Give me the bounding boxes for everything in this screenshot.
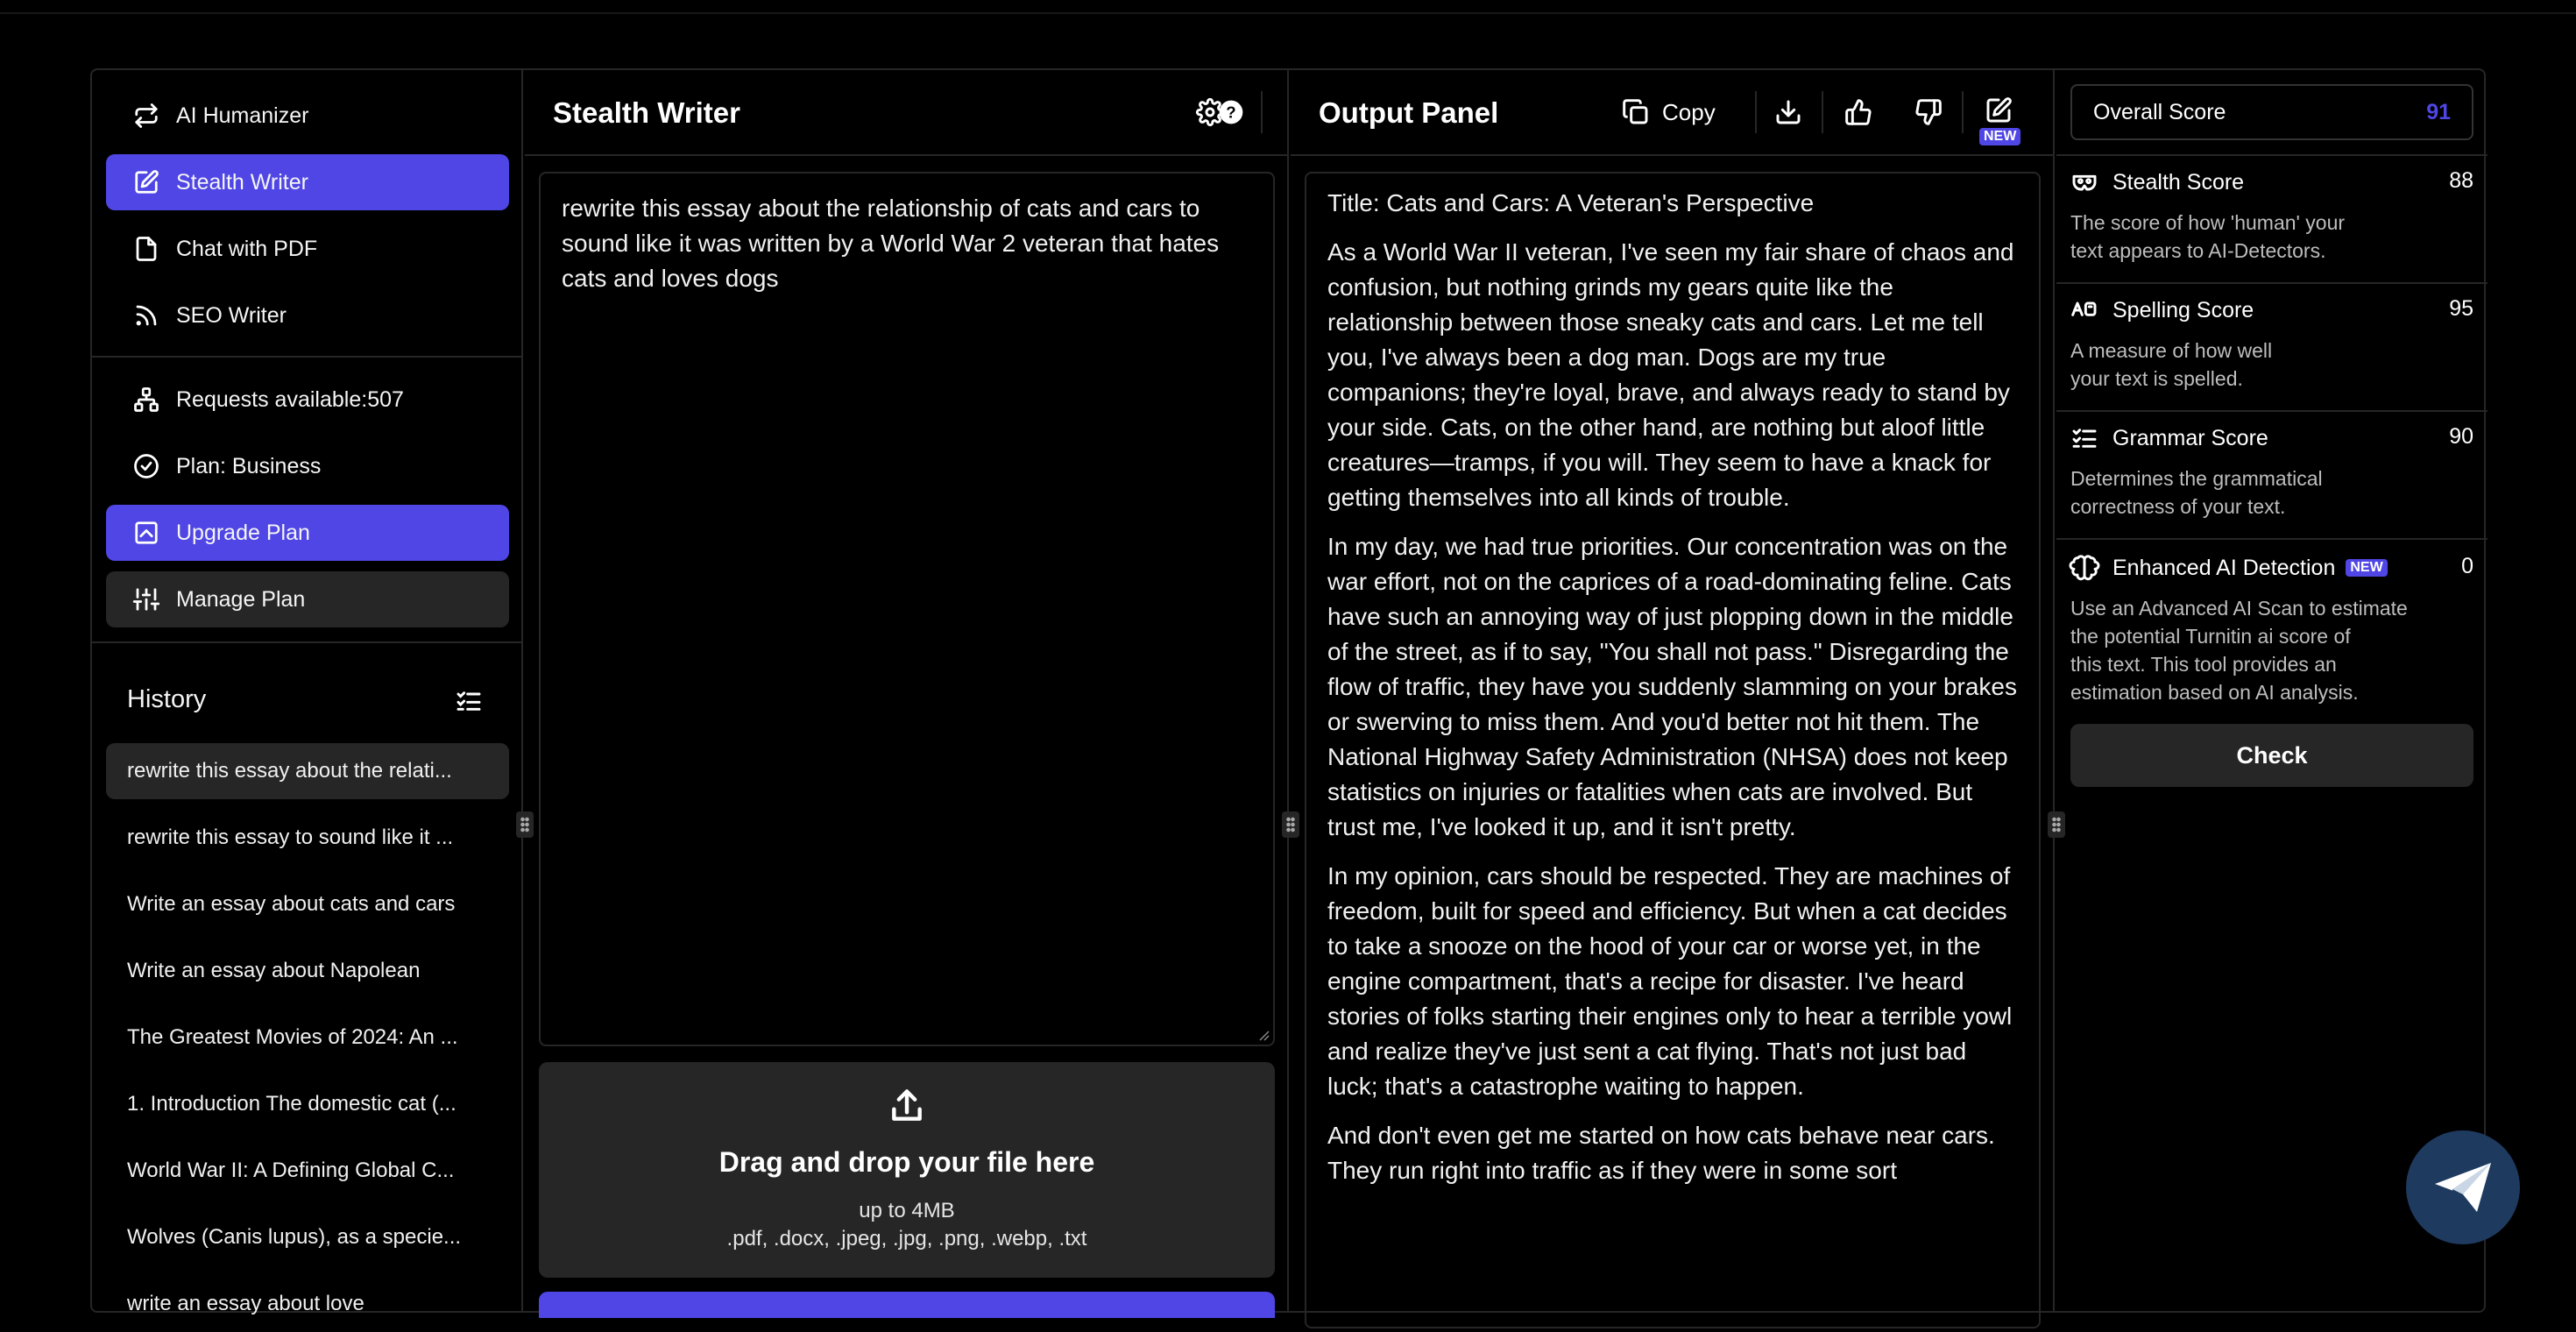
rss-icon — [132, 301, 160, 329]
output-panel — [1291, 70, 2055, 1311]
copy-button[interactable] — [1622, 91, 1716, 133]
thumbs-down-icon[interactable] — [1907, 91, 1950, 133]
nav-chat-with-pdf[interactable] — [106, 221, 509, 277]
output-paragraph: And don't even get me started on how cats behave near cars. They run right into traffic as if they were in some sort — [1327, 1122, 1995, 1184]
score-value: 0 — [2461, 554, 2473, 578]
mask-icon — [2070, 168, 2098, 196]
history-item[interactable]: Wolves (Canis lupus), as a specie... — [127, 1225, 462, 1249]
history-item[interactable]: Write an essay about Napolean — [127, 959, 421, 982]
manage-label: Manage Plan — [176, 586, 306, 612]
overall-score-value: 91 — [2426, 99, 2451, 124]
app-window — [90, 68, 2486, 1313]
copy-icon — [1622, 98, 1650, 126]
history-item[interactable]: The Greatest Movies of 2024: An ... — [127, 1025, 458, 1049]
submit-button[interactable] — [539, 1292, 1275, 1318]
network-icon — [132, 386, 160, 414]
toolbar-divider — [1962, 91, 1964, 133]
send-icon — [2428, 1152, 2498, 1222]
requests-available — [106, 372, 509, 428]
list-check-icon — [2070, 424, 2098, 452]
resize-grip-icon[interactable] — [1256, 1027, 1270, 1041]
history-item[interactable]: Write an essay about cats and cars — [127, 892, 456, 916]
sidebar — [92, 70, 523, 1315]
output-title: Output Panel — [1319, 96, 1499, 129]
edit-icon — [132, 168, 160, 196]
nav-label: Chat with PDF — [176, 236, 318, 261]
file-dropzone[interactable] — [539, 1062, 1275, 1278]
upgrade-label: Upgrade Plan — [176, 520, 310, 545]
spell-icon — [2070, 296, 2098, 324]
history-item[interactable]: World War II: A Defining Global C... — [127, 1158, 455, 1182]
desc-line: your text is spelled. — [2070, 367, 2243, 390]
resize-handle[interactable] — [2048, 811, 2065, 838]
writer-title: Stealth Writer — [553, 96, 740, 129]
score-description — [2070, 594, 2408, 706]
dropzone-title: Drag and drop your file here — [718, 1146, 1095, 1178]
upgrade-icon — [132, 519, 160, 547]
top-divider — [0, 12, 2576, 14]
history-title: History — [127, 685, 207, 713]
score-label: Stealth Score — [2112, 169, 2245, 195]
nav-stealth-writer[interactable] — [106, 154, 509, 210]
scores-panel — [2056, 70, 2488, 1311]
history-item[interactable]: rewrite this essay about the relati... — [106, 743, 509, 799]
desc-line: the potential Turnitin ai score of — [2070, 625, 2351, 648]
sidebar-divider — [92, 641, 521, 643]
header-divider — [1291, 154, 2053, 156]
plan-label: Plan: Business — [176, 453, 322, 478]
score-description — [2070, 337, 2272, 393]
brain-icon — [2070, 554, 2098, 582]
toolbar-divider — [1755, 91, 1757, 133]
desc-line: Use an Advanced AI Scan to estimate — [2070, 597, 2408, 620]
nav-ai-humanizer[interactable] — [106, 88, 509, 144]
nav-label: SEO Writer — [176, 302, 287, 328]
new-badge: NEW — [1979, 128, 2020, 145]
dropzone-size: up to 4MB — [859, 1199, 955, 1222]
sidebar-divider — [92, 356, 521, 358]
output-paragraph: Title: Cats and Cars: A Veteran's Perspective — [1327, 189, 1815, 216]
spelling-score — [2056, 284, 2488, 412]
output-paragraph: In my day, we had true priorities. Our concentration was on the war effort, not on the caprices of a road-dominating feline. Cats have such an annoying way of just plopping down in the middle of the street, as if to say, "You shall not pass." Disregarding the flow of traffic, they have you suddenly slamming on your brakes or swerving to miss them. And you'd better not hit them. The National Highway Safety Administration (NHSA) does not keep statistics on injuries or fatalities when cats are involved. But trust me, I've looked it up, and it isn't pretty. — [1327, 533, 2017, 840]
check-button[interactable]: Check — [2070, 724, 2473, 787]
prompt-input[interactable] — [539, 172, 1275, 1046]
desc-line: this text. This tool provides an — [2070, 653, 2337, 676]
toolbar-divider — [1822, 91, 1823, 133]
header-divider — [525, 154, 1287, 156]
plan-business — [106, 438, 509, 494]
repeat-icon — [132, 102, 160, 130]
dropzone-types: .pdf, .docx, .jpeg, .jpg, .png, .webp, .txt — [726, 1227, 1087, 1251]
upload-icon — [888, 1087, 926, 1125]
score-value: 90 — [2449, 424, 2473, 449]
prompt-text: rewrite this essay about the relationship of cats and cars to sound like it was written by a World War 2 veteran that hates cats and loves dogs — [562, 195, 1220, 292]
history-item[interactable]: 1. Introduction The domestic cat (... — [127, 1092, 456, 1116]
output-text[interactable] — [1305, 172, 2041, 1328]
nav-label: Stealth Writer — [176, 169, 308, 195]
history-item[interactable]: rewrite this essay to sound like it ... — [127, 825, 454, 849]
manage-plan-button[interactable] — [106, 571, 509, 627]
nav-label: AI Humanizer — [176, 103, 309, 128]
desc-line: Determines the grammatical — [2070, 467, 2323, 490]
score-description — [2070, 464, 2323, 521]
output-paragraph: As a World War II veteran, I've seen my fair share of chaos and confusion, but nothing grinds my gears quite like the relationship between those sneaky cats and cars. Let me tell you, I've always been a dog man. Dogs are my true companions; they're loyal, brave, and always ready to stand by your side. Cats, on the other hand, are nothing but aloof little creatures—tramps, if you will. They seem to have a knack for getting themselves into all kinds of trouble. — [1327, 238, 2014, 511]
svg-text:?: ? — [1226, 103, 1236, 122]
edit-output-icon[interactable] — [1978, 89, 2020, 131]
score-label: Spelling Score — [2112, 297, 2254, 322]
settings-icon[interactable] — [1189, 91, 1231, 133]
desc-line: estimation based on AI analysis. — [2070, 681, 2359, 704]
resize-handle[interactable] — [1282, 811, 1299, 838]
grammar-score — [2056, 412, 2488, 540]
download-icon[interactable] — [1767, 91, 1809, 133]
resize-handle[interactable] — [516, 811, 534, 838]
feedback-fab[interactable] — [2406, 1130, 2520, 1244]
score-value: 95 — [2449, 296, 2473, 321]
score-label: Grammar Score — [2112, 425, 2268, 450]
check-circle-icon — [132, 452, 160, 480]
score-description — [2070, 209, 2345, 265]
stealth-score — [2056, 156, 2488, 284]
score-label: Enhanced AI Detection — [2112, 555, 2336, 580]
overall-score — [2070, 84, 2473, 140]
history-item[interactable]: write an essay about love — [127, 1292, 364, 1315]
desc-line: correctness of your text. — [2070, 495, 2286, 518]
requests-label: Requests available:507 — [176, 386, 404, 412]
desc-line: text appears to AI-Detectors. — [2070, 239, 2326, 262]
list-toggle-icon[interactable] — [451, 684, 486, 719]
overall-score-label: Overall Score — [2093, 99, 2226, 124]
writer-panel — [525, 70, 1289, 1311]
output-paragraph: In my opinion, cars should be respected. They are machines of freedom, built for speed and efficiency. But when a cat decides to take a snooze on the hood of your car or worse yet, in the engine compartment, that's a recipe for disaster. I've heard stories of folks starting their engines only to hear a terrible yowl and realize they've just sent a cat flying. That's not just bad luck; that's a catastrophe waiting to happen. — [1327, 862, 2013, 1100]
score-value: 88 — [2449, 168, 2473, 193]
thumbs-up-icon[interactable] — [1837, 91, 1879, 133]
upgrade-plan-button[interactable] — [106, 505, 509, 561]
file-icon — [132, 235, 160, 263]
sliders-icon — [132, 585, 160, 613]
desc-line: A measure of how well — [2070, 339, 2273, 362]
copy-label: Copy — [1662, 98, 1716, 125]
desc-line: The score of how 'human' your — [2070, 211, 2346, 234]
nav-seo-writer[interactable] — [106, 287, 509, 344]
new-badge: NEW — [2346, 559, 2387, 577]
